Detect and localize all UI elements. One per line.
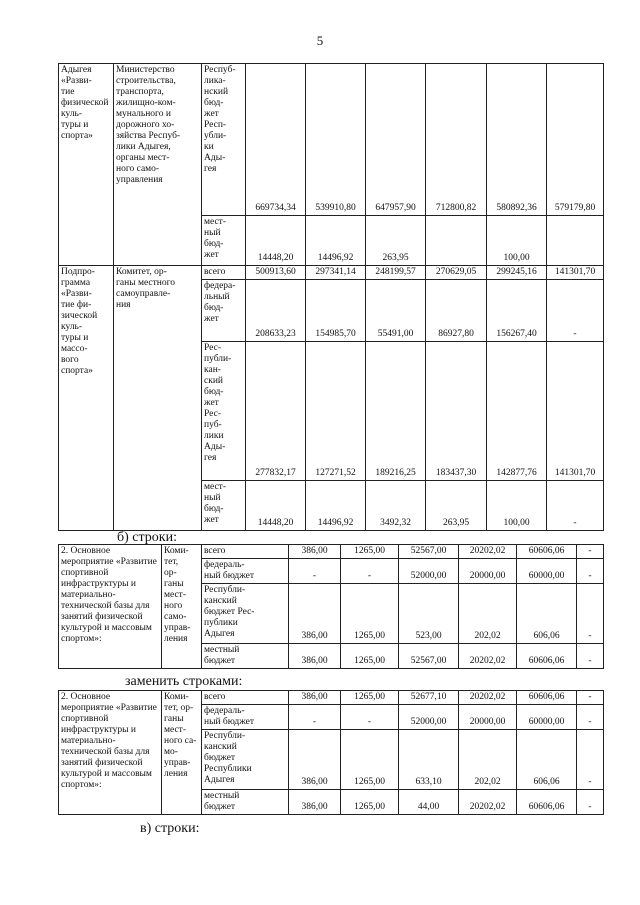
value-cell: 248199,57: [366, 266, 426, 280]
program-name: Адыгея «Разви- тие физической куль- туры и спорта»: [59, 64, 114, 266]
value-cell: 100,00: [487, 216, 547, 266]
value-cell: 386,00: [289, 691, 341, 705]
value-cell: 539910,80: [306, 64, 366, 216]
value-cell: 3492,32: [366, 481, 426, 531]
value-cell: 60606,06: [517, 691, 577, 705]
budget-label: федераль- ный бюджет: [202, 559, 289, 584]
value-cell: -: [577, 584, 604, 644]
budget-label: Респуб- лика- нский бюд- жет Респ- убли- ки Ады- гея: [202, 64, 246, 216]
value-cell: 20000,00: [459, 559, 517, 584]
budget-label: Рес- публи- кан- ский бюд- жет Рес- пуб- лики Ады- гея: [202, 342, 246, 481]
value-cell: 52000,00: [399, 559, 459, 584]
executor: Комитет, ор- ганы местного самоуправле- ния: [114, 266, 202, 531]
budget-label: мест- ный бюд- жет: [202, 481, 246, 531]
value-cell: -: [577, 790, 604, 815]
budget-label: Республи- канский бюджет Республики Адыгея: [202, 730, 289, 790]
value-cell: 14448,20: [246, 216, 306, 266]
value-cell: 1265,00: [341, 790, 399, 815]
page-number: 5: [316, 33, 324, 48]
value-cell: 208633,23: [246, 280, 306, 342]
value-cell: 55491,00: [366, 280, 426, 342]
value-cell: 189216,25: [366, 342, 426, 481]
executor: Коми- тет, ор- ганы мест- ного само- управ- ления: [162, 545, 202, 669]
value-cell: 202,02: [459, 730, 517, 790]
value-cell: 297341,14: [306, 266, 366, 280]
value-cell: 1265,00: [341, 644, 399, 669]
value-cell: 669734,34: [246, 64, 306, 216]
value-cell: 270629,05: [426, 266, 487, 280]
value-cell: -: [577, 545, 604, 559]
value-cell: -: [577, 559, 604, 584]
value-cell: 1265,00: [341, 691, 399, 705]
value-cell: 52567,00: [399, 644, 459, 669]
value-cell: 263,95: [366, 216, 426, 266]
caption-replace: заменить строками:: [125, 674, 243, 689]
value-cell: 386,00: [289, 790, 341, 815]
value-cell: 60606,06: [517, 644, 577, 669]
value-cell: -: [577, 691, 604, 705]
value-cell: -: [547, 280, 604, 342]
executor: Министерство строительства, транспорта, жилищно-ком- мунального и дорожного хо- зяйства Респуб- лики Адыгея, органы мест- ного само- управления: [114, 64, 202, 266]
value-cell: 712800,82: [426, 64, 487, 216]
value-cell: -: [547, 481, 604, 531]
value-cell: 633,10: [399, 730, 459, 790]
caption-c: в) строки:: [140, 821, 200, 836]
value-cell: 299245,16: [487, 266, 547, 280]
value-cell: 14448,20: [246, 481, 306, 531]
value-cell: 202,02: [459, 584, 517, 644]
value-cell: 127271,52: [306, 342, 366, 481]
budget-label: федераль- ный бюджет: [202, 705, 289, 730]
value-cell: 523,00: [399, 584, 459, 644]
executor: Коми- тет, ор- ганы мест- ного са- мо- управ- ления: [162, 691, 202, 815]
table-new-rows: [58, 690, 604, 815]
value-cell: 579179,80: [547, 64, 604, 216]
value-cell: 60606,06: [517, 545, 577, 559]
budget-label: местный бюджет: [202, 644, 289, 669]
budget-label: мест- ный бюд- жет: [202, 216, 246, 266]
measure-name: 2. Основное мероприятие «Развитие спортивной инфраструктуры и материально-технической базы для занятий физической культурой и массовым спортом»:: [59, 691, 162, 815]
value-cell: 14496,92: [306, 216, 366, 266]
value-cell: -: [577, 705, 604, 730]
table-program: [58, 63, 604, 531]
value-cell: 606,06: [517, 584, 577, 644]
value-cell: -: [289, 705, 341, 730]
value-cell: 52000,00: [399, 705, 459, 730]
value-cell: 52567,00: [399, 545, 459, 559]
value-cell: 141301,70: [547, 342, 604, 481]
value-cell: 263,95: [426, 481, 487, 531]
table-row: [59, 545, 604, 559]
value-cell: 141301,70: [547, 266, 604, 280]
budget-label: Республи- канский бюджет Рес- публики Адыгея: [202, 584, 289, 644]
value-cell: 52677,10: [399, 691, 459, 705]
value-cell: 1265,00: [341, 545, 399, 559]
value-cell: 86927,80: [426, 280, 487, 342]
table-row: [59, 691, 604, 705]
value-cell: 183437,30: [426, 342, 487, 481]
table-row: [59, 64, 604, 216]
value-cell: 647957,90: [366, 64, 426, 216]
budget-label: федера- льный бюд- жет: [202, 280, 246, 342]
value-cell: 1265,00: [341, 730, 399, 790]
value-cell: 386,00: [289, 545, 341, 559]
value-cell: 60000,00: [517, 559, 577, 584]
value-cell: 20000,00: [459, 705, 517, 730]
value-cell: 580892,36: [487, 64, 547, 216]
caption-b: б) строки:: [117, 530, 177, 545]
value-cell: 154985,70: [306, 280, 366, 342]
value-cell: 14496,92: [306, 481, 366, 531]
value-cell: 1265,00: [341, 584, 399, 644]
budget-label: местный бюджет: [202, 790, 289, 815]
value-cell: 386,00: [289, 730, 341, 790]
value-cell: -: [577, 730, 604, 790]
value-cell: -: [289, 559, 341, 584]
table-old-rows: [58, 544, 604, 669]
value-cell: 20202,02: [459, 545, 517, 559]
value-cell: 20202,02: [459, 644, 517, 669]
budget-label: всего: [202, 545, 289, 559]
budget-label: всего: [202, 691, 289, 705]
value-cell: -: [341, 705, 399, 730]
value-cell: 277832,17: [246, 342, 306, 481]
subprogram-name: Подпро- грамма «Разви- тие фи- зической куль- туры и массо- вого спорта»: [59, 266, 114, 531]
value-cell: 60000,00: [517, 705, 577, 730]
budget-label: всего: [202, 266, 246, 280]
value-cell: 142877,76: [487, 342, 547, 481]
value-cell: -: [577, 644, 604, 669]
value-cell: 500913,60: [246, 266, 306, 280]
value-cell: 606,06: [517, 730, 577, 790]
value-cell: 386,00: [289, 584, 341, 644]
value-cell: [547, 216, 604, 266]
value-cell: 60606,06: [517, 790, 577, 815]
value-cell: 44,00: [399, 790, 459, 815]
value-cell: 100,00: [487, 481, 547, 531]
value-cell: 386,00: [289, 644, 341, 669]
value-cell: 20202,02: [459, 691, 517, 705]
value-cell: 20202,02: [459, 790, 517, 815]
value-cell: -: [341, 559, 399, 584]
table-row: [59, 266, 604, 280]
value-cell: 156267,40: [487, 280, 547, 342]
value-cell: [426, 216, 487, 266]
measure-name: 2. Основное мероприятие «Развитие спортивной инфраструктуры и материально-технической базы для занятий физической культурой и массовым спортом»:: [59, 545, 162, 669]
